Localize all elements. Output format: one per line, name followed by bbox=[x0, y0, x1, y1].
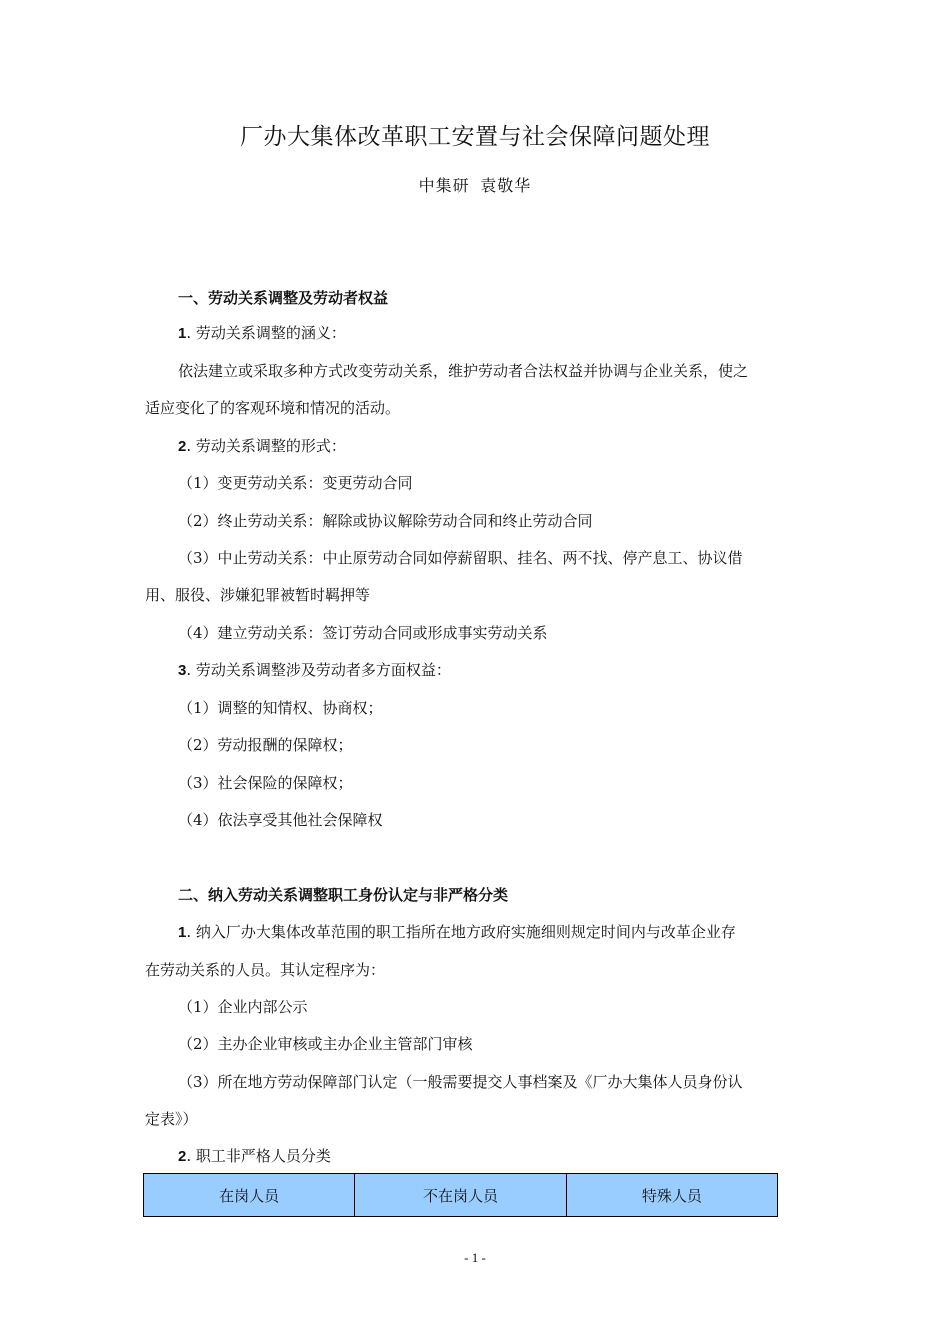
staff-classification-table bbox=[143, 1173, 778, 1217]
step-item-3: （3）所在地方劳动保障部门认定（一般需要提交人事档案及《厂办大集体人员身份认 bbox=[178, 1073, 743, 1091]
form-item-4: （4）建立劳动关系：签订劳动合同或形成事实劳动关系 bbox=[178, 624, 548, 642]
table-header-cell: 特殊人员 bbox=[566, 1174, 777, 1217]
section1-heading: 一、劳动关系调整及劳动者权益 bbox=[178, 289, 389, 307]
table-header-row bbox=[144, 1174, 778, 1217]
section1-para1-line1: 依法建立或采取多种方式改变劳动关系，维护劳动者合法权益并协调与企业关系，使之 bbox=[178, 362, 749, 380]
document-author: 中集研 袁敬华 bbox=[418, 176, 532, 195]
table-header-cell: 在岗人员 bbox=[144, 1174, 355, 1217]
right-item-1: （1）调整的知情权、协商权； bbox=[178, 699, 383, 717]
item-text: . 职工非严格人员分类 bbox=[186, 1147, 331, 1165]
section2-heading: 二、纳入劳动关系调整职工身份认定与非严格分类 bbox=[178, 886, 509, 904]
section1-item2 bbox=[178, 436, 346, 457]
item-number: 2 bbox=[178, 438, 187, 455]
item-number: 1 bbox=[178, 325, 187, 342]
section2-item1-line2: 在劳动关系的人员。其认定程序为： bbox=[145, 961, 386, 979]
item-text: . 劳动关系调整的形式： bbox=[186, 437, 346, 455]
item-number: 1 bbox=[178, 924, 187, 941]
section2-item2 bbox=[178, 1146, 331, 1167]
item-text: . 劳动关系调整的涵义： bbox=[186, 324, 346, 342]
item-number: 2 bbox=[178, 1148, 187, 1165]
item-number: 3 bbox=[178, 662, 187, 679]
section1-item1 bbox=[178, 323, 346, 344]
page-number: - 1 - bbox=[464, 1250, 486, 1265]
item-text: . 劳动关系调整涉及劳动者多方面权益： bbox=[186, 661, 451, 679]
step-item-1: （1）企业内部公示 bbox=[178, 998, 308, 1016]
section1-item3 bbox=[178, 660, 451, 681]
table-header-cell: 不在岗人员 bbox=[355, 1174, 566, 1217]
form-item-2: （2）终止劳动关系：解除或协议解除劳动合同和终止劳动合同 bbox=[178, 512, 593, 530]
item-text: . 纳入厂办大集体改革范围的职工指所在地方政府实施细则规定时间内与改革企业存 bbox=[186, 923, 736, 941]
section1-para1-line2: 适应变化了的客观环境和情况的活动。 bbox=[145, 399, 401, 417]
right-item-2: （2）劳动报酬的保障权； bbox=[178, 736, 353, 754]
step-item-3-cont: 定表》） bbox=[145, 1110, 198, 1128]
right-item-3: （3）社会保险的保障权； bbox=[178, 774, 353, 792]
form-item-3: （3）中止劳动关系：中止原劳动合同如停薪留职、挂名、两不找、停产息工、协议借 bbox=[178, 549, 743, 567]
step-item-2: （2）主办企业审核或主办企业主管部门审核 bbox=[178, 1035, 473, 1053]
right-item-4: （4）依法享受其他社会保障权 bbox=[178, 811, 383, 829]
form-item-1: （1）变更劳动关系：变更劳动合同 bbox=[178, 474, 413, 492]
document-title: 厂办大集体改革职工安置与社会保障问题处理 bbox=[240, 124, 710, 150]
section2-item1 bbox=[178, 922, 736, 943]
form-item-3-cont: 用、服役、涉嫌犯罪被暂时羁押等 bbox=[145, 586, 371, 604]
